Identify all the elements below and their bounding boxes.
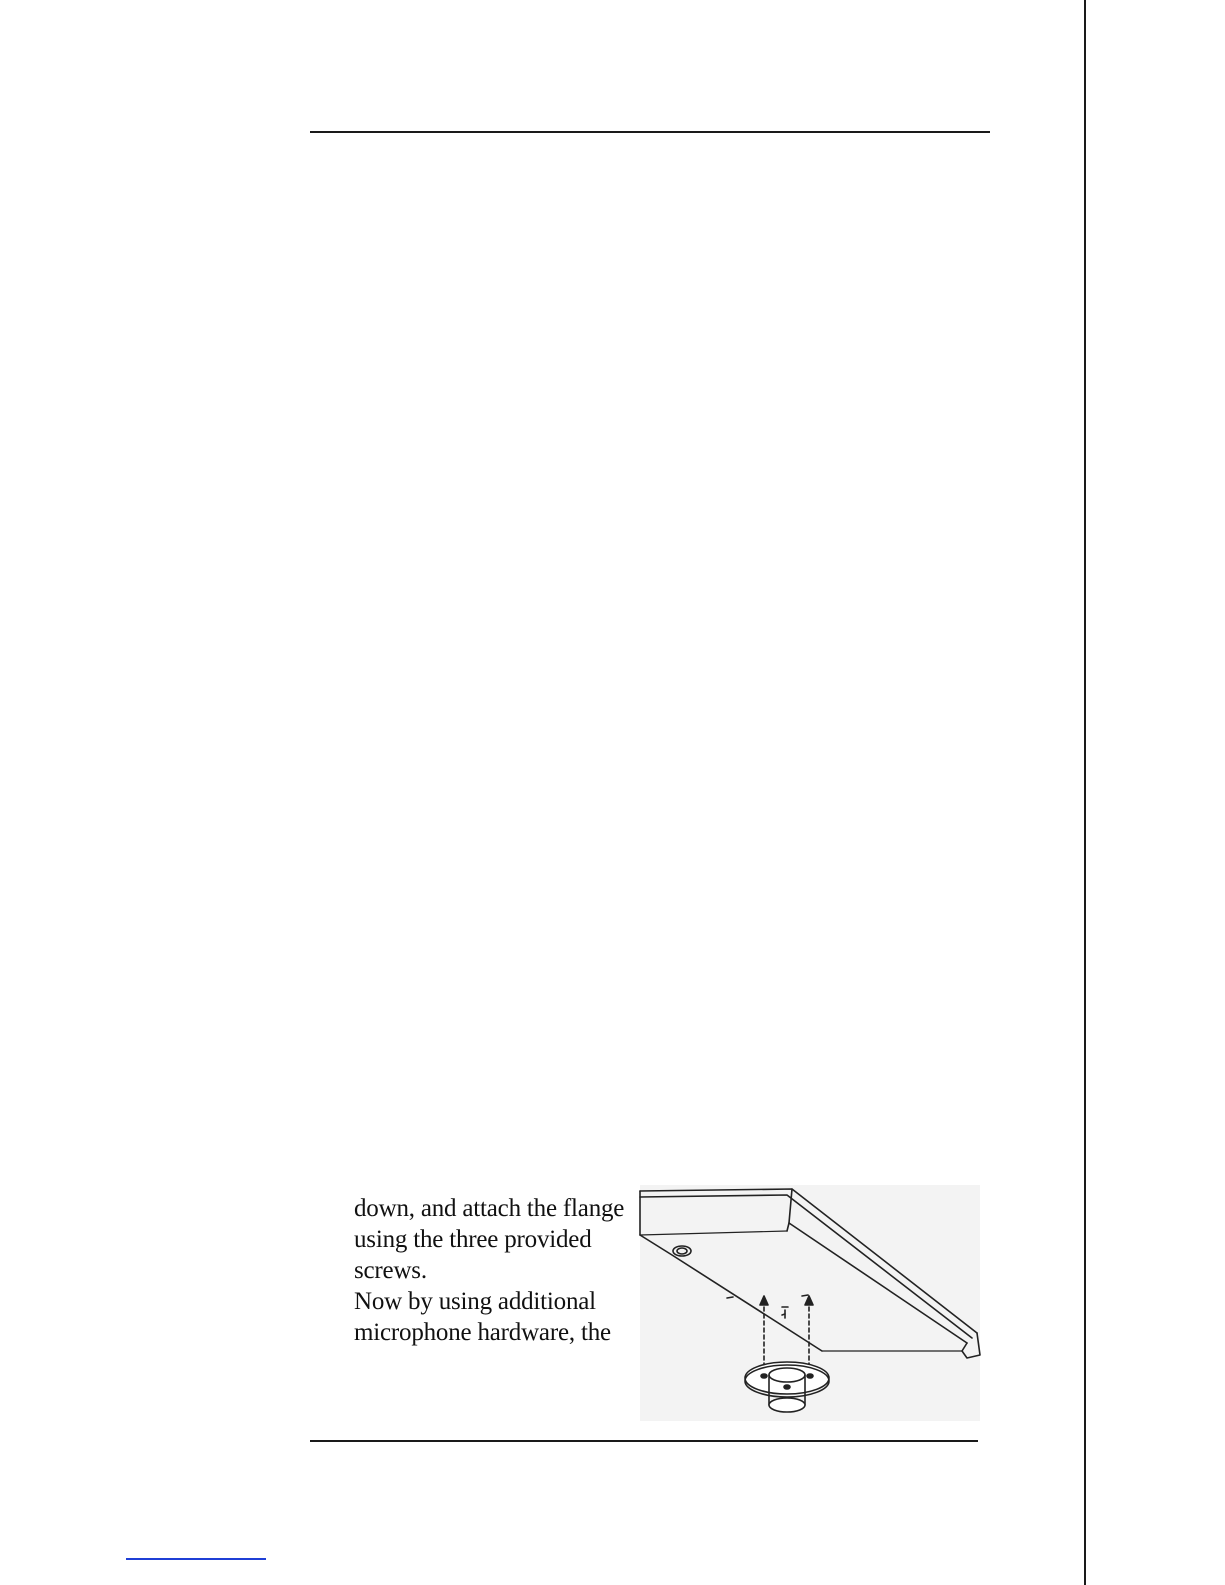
text-line: Now by using additional xyxy=(354,1288,596,1315)
text-line: down, and attach the flange xyxy=(354,1195,625,1222)
bottom-divider xyxy=(310,1440,978,1442)
link-underline xyxy=(126,1558,266,1560)
text-line: microphone hardware, the xyxy=(354,1319,611,1346)
text-line: using the three provided xyxy=(354,1226,592,1253)
top-divider xyxy=(310,131,990,133)
page-edge-bar xyxy=(1084,0,1086,1585)
text-line: screws. xyxy=(354,1257,427,1284)
mounting-flange-diagram-icon xyxy=(632,1183,982,1423)
instruction-text xyxy=(354,1193,644,1348)
